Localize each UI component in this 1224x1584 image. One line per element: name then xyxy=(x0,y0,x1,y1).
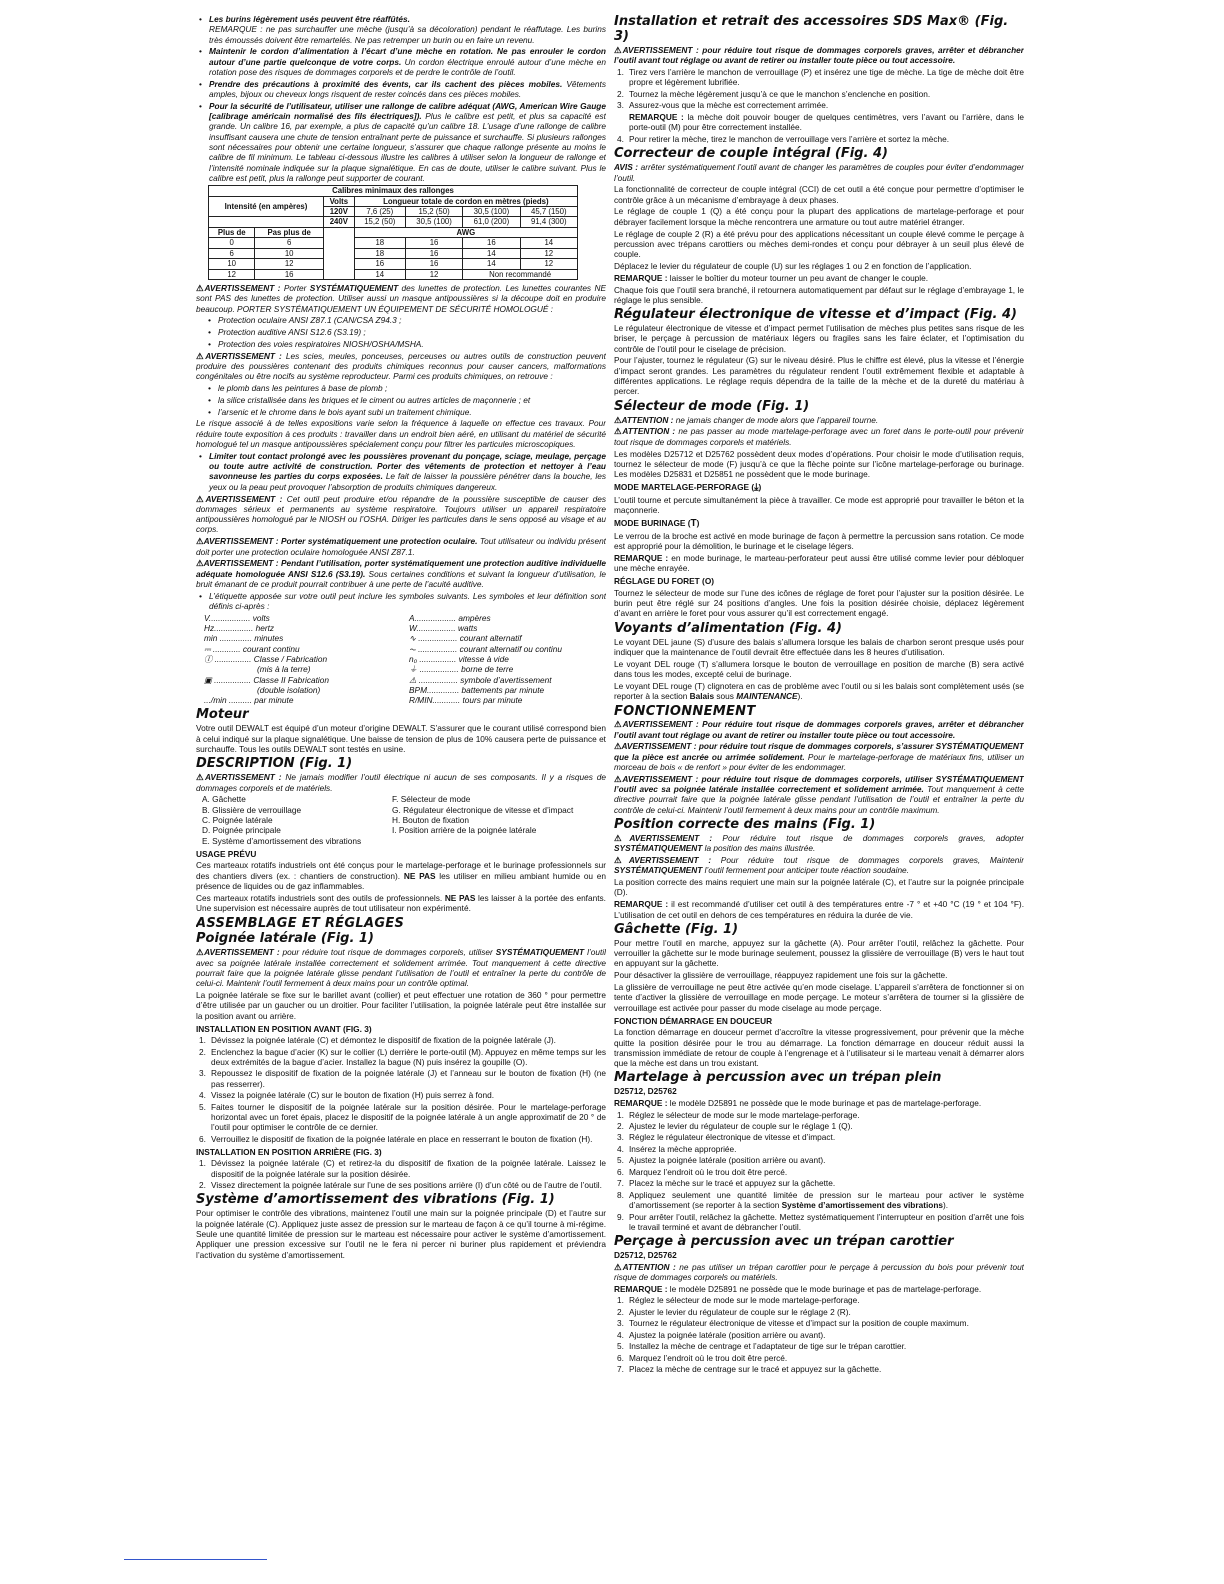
regulateur-text: Le régulateur électronique de vitesse et d’impact permet l’utilisation de mèches plus petites sans risque de les briser, le perçage à percussion de matériaux légers ou fragiles sans les faire éclater, et l’optimisation du contrôle de l’outil pour le ciselage de précision. xyxy=(614,323,1024,354)
warning-spread: ⚠AVERTISSEMENT : Cet outil peut produire et/ou répandre de la poussière susceptible de causer des dommages sérieux et permanents au système respiratoire. Toujours utiliser un appareil respiratoire antipoussières homologué par le NIOSH ou l’OSHA. Diriger les particules dans le sens opposé au visage et au corps. xyxy=(196,493,606,535)
table-title: Calibres minimaux des rallonges xyxy=(209,186,578,196)
gachette-text: Pour mettre l’outil en marche, appuyez sur la gâchette (A). Pour arrêter l’outil, relâchez la gâchette. Pour verrouiller la gâchette sur le mode burinage seulement, poussez la glissière de verrouillage (B) vers le haut tout en appuyant sur la gâchette. xyxy=(614,937,1024,969)
percage-note: REMARQUE : le modèle D25891 ne possède que le mode burinage et pas de martelage-perforage. xyxy=(614,1283,982,1294)
martelage-note: REMARQUE : le modèle D25891 ne possède que le mode burinage et pas de martelage-perforage. xyxy=(614,1097,982,1108)
install-front-title: INSTALLATION EN POSITION AVANT (FIG. 3) xyxy=(196,1023,372,1034)
note-text: REMARQUE : ne pas surchauffer une mèche (jusqu’à sa décoloration) pendant le réaffutage. Les burins très émoussés doivent être remartelés. Ne pas retremper un burin ou en faire un revenu. xyxy=(209,24,606,45)
warning-ear: ⚠AVERTISSEMENT : Pendant l’utilisation, porter systématiquement une protection auditive individuelle adéquate homologuée ANSI S12.6 (S3.19). Sous certaines conditions et suivant la longueur d’utilisation, le bruit émanant de ce produit pourrait contribuer à une perte de l’acuité auditive. xyxy=(196,558,606,589)
section-title-fonctionnement: FONCTIONNEMENT xyxy=(614,704,756,720)
section-title-sds: Installation et retrait des accessoires SDS Max® (Fig. 3) xyxy=(614,14,1009,44)
list-item: 2. Ajuster le levier du régulateur de couple sur le réglage 2 (R). xyxy=(617,1306,851,1317)
list-item: 1. Dévissez la poignée latérale (C) et démontez le dispositif de fixation de la poignée latérale (J). xyxy=(199,1035,556,1046)
table-row: 0 6 18 16 16 14 xyxy=(209,238,578,248)
list-item: 1. Réglez le sélecteur de mode sur le mode martelage-perforage. xyxy=(617,1109,860,1120)
caution-mode: ⚠ATTENTION : ne pas passer au mode martelage-perforage avec un foret dans le porte-outil pour prévenir tout risque de dommages corporels et matériels. xyxy=(614,426,1024,447)
usage-text-1: Ces marteaux rotatifs industriels ont été conçus pour le martelage-perforage et le burinage professionnels sur des chantiers divers (ex. : chantiers de construction). NE PAS les utiliser en milieu ambiant humide ou en présence de liquides ou de gaz inflammables. xyxy=(196,860,606,891)
mode-text: L’outil tourne et percute simultanément la pièce à travailler. Ce mode est approprié pour travailler le béton et la maçonnerie. xyxy=(614,494,1024,516)
list-item: • le plomb dans les peintures à base de plomb ; xyxy=(196,383,606,393)
list-item: 1. Dévissez la poignée latérale (C) et retirez-la du dispositif de fixation de la poignée latérale. Laissez le dispositif de la poignée latérale sur la position désirée. xyxy=(199,1158,606,1179)
ccc-text: Le réglage de couple 1 (Q) a été conçu pour la plupart des applications de martelage-perforage et pour débrayer facilement lorsque la mèche rencontrera une armature ou tout autre matériel étranger. xyxy=(614,206,1024,227)
list-item: 9. Pour arrêter l’outil, relâchez la gâchette. Mettez systématiquement l’interrupteur en position d’arrêt une fois le travail terminé et avant de débrancher l’outil. xyxy=(617,1211,1024,1232)
warning-icon: ⚠ xyxy=(196,282,205,293)
section-title-moteur: Moteur xyxy=(196,707,249,723)
warning-icon: ⚠ xyxy=(196,558,204,569)
list-item: 5. Installez la mèche de centrage et l’adaptateur de tige sur le trépan carottier. xyxy=(617,1341,907,1352)
ccc-note: REMARQUE : laisser le boîtier du moteur tourner un peu avant de changer le couple. xyxy=(614,272,929,283)
warning-icon: ⚠ xyxy=(614,45,623,55)
list-item: 4. Vissez la poignée latérale (C) sur le bouton de fixation (H) puis serrez à fond. xyxy=(199,1090,495,1101)
warning-icon: ⚠ xyxy=(196,947,205,958)
warning-icon: ⚠ xyxy=(614,1261,623,1272)
table-row: 6 10 18 16 14 12 xyxy=(209,248,578,258)
footer-rule xyxy=(124,1559,267,1560)
warning-icon: ⚠ xyxy=(196,772,206,783)
models-label: D25712, D25762 xyxy=(614,1086,677,1097)
voyants-text: Le voyant DEL jaune (S) d’usure des balais s’allumera lorsque les balais de charbon seront presque usés pour indiquer que la maintenance de l’outil devrait être effectuée dans les 8 heures d’utilisation. xyxy=(614,636,1024,657)
right-column xyxy=(614,14,1024,1574)
position-text: La position correcte des mains requiert une main sur la poignée latérale (C), et l’autre sur la poignée principale (D). xyxy=(614,877,1024,898)
selecteur-text: Les modèles D25712 et D25762 possèdent deux modes d’opérations. Pour choisir le mode d’utilisation requis, tournez le sélecteur de mode (F) jusqu’à ce que la flèche pointe sur l’icône martelage-perforage ou burinage. Les modèles D25831 et D25851 ne possèdent que le mode burinage. xyxy=(614,448,1024,480)
regulateur-text: Pour l’ajuster, tournez le régulateur (G) sur le niveau désiré. Plus le chiffre est élevé, plus la vitesse et l’énergie d’impact seront grandes. Les paramètres du régulateur rendent l’outil extrêmement flexible et adaptable à différentes applications. Le réglage requis dépendra de la taille de la mèche et de la dureté du matériau à percer. xyxy=(614,355,1024,397)
list-item: 3. Tournez le régulateur électronique de vitesse et d’impact sur la position de couple maximum. xyxy=(617,1318,969,1329)
section-title-voyants: Voyants d’alimentation (Fig. 4) xyxy=(614,620,842,636)
section-title-gachette: Gâchette (Fig. 1) xyxy=(614,921,739,937)
warning-icon: ⚠ xyxy=(614,414,622,425)
list-item: • l’arsenic et le chrome dans le bois ayant subi un traitement chimique. xyxy=(196,407,606,417)
section-title-vibrations: Système d’amortissement des vibrations (Fig. 1) xyxy=(196,1192,555,1208)
soft-start-text: La fonction démarrage en douceur permet d’accroître la vitesse progressivement, pour prévenir que la mèche quitte la position désirée pour le trou au démarrage. La fonction démarrage en douceur réduit aussi la transmission immédiate de retour de couple à l’engrenage et à l’utilisateur si le marteau venait à démarrer alors que la mèche est dans un trou existant. xyxy=(614,1027,1024,1069)
list-item: 4. Pour retirer la mèche, tirez le manchon de verrouillage vers l’arrière et sortez la mèche. xyxy=(617,133,950,144)
list-item: 2. Enclenchez la bague d’acier (K) sur le collier (L) derrière le porte-outil (M). Appuyez en même temps sur les deux extrémités de la bague d’acier. Installez la bague (N) puis insérez la goupille (O). xyxy=(199,1046,606,1067)
poignee-text: La poignée latérale se fixe sur le barillet avant (collier) et peut effectuer une rotation de 360 ° pour permettre d’être utilisée par un gaucher ou un droitier. Pour faciliter l’utilisation, la poignée latérale peut être installée sur la position avant ou arrière. xyxy=(196,989,606,1021)
list-item: 5. Ajustez la poignée latérale (position arrière ou avant). xyxy=(617,1155,826,1166)
warning-poignee: ⚠AVERTISSEMENT : pour réduire tout risque de dommages corporels, utiliser SYSTÉMATIQUEMENT l’outil avec sa poignée latérale installée correctement et solidement arrimée. Tout manquement à cette directive pourrait faire que la poignée latérale glisse pendant l’utilisation de l’outil et entraîner la perte du contrôle de celui-ci. Maintenir l’outil fermement à deux mains pour un contrôle optimal. xyxy=(196,947,606,989)
warning-eye: ⚠AVERTISSEMENT : Porter systématiquement une protection oculaire. Tout utilisateur ou individu présent doit porter une protection oculaire homologuée ANSI Z87.1. xyxy=(196,536,606,557)
list-item: 6. Marquez l’endroit où le trou doit être percé. xyxy=(617,1352,788,1363)
table-row: 10 12 16 16 14 12 xyxy=(209,259,578,269)
soft-start-title: FONCTION DÉMARRAGE EN DOUCEUR xyxy=(614,1015,773,1026)
warning-icon: ⚠ xyxy=(614,832,630,843)
section-title-regulateur: Régulateur électronique de vitesse et d’impact (Fig. 4) xyxy=(614,307,1017,323)
warning-fonc: ⚠AVERTISSEMENT : Pour réduire tout risque de dommages corporels graves, arrêter et débrancher l’outil avant tout réglage ou avant de retirer ou installer toute pièce ou tout accessoire. xyxy=(614,719,1024,740)
section-title-poignee: Poignée latérale (Fig. 1) xyxy=(196,931,374,947)
section-title-position: Position correcte des mains (Fig. 1) xyxy=(614,816,876,832)
gachette-text: La glissière de verrouillage ne peut être activée qu’en mode ciselage. L’appareil s’arrêtera de fonctionner si on tente d’activer la glissière de verrouillage en mode perçage. Le moteur s’arrêtera de tourner si la glissière de verrouillage est activée pour passer du mode ciselage au mode perçage. xyxy=(614,982,1024,1013)
extension-cord-table: Calibres minimaux des rallonges Intensité (en ampères) Volts Longueur totale de cordon en mètres (pieds) 120V 7,6 (25) 15,2 (50) 30,5 (100) 45,7 (150) 240V 15,2 (50) 30,5 (100) 61,0 (200) 91,4 (300) Plus de Pas plus de AWG 0 6 18 16 16 14 6 10 18 16 14 12 10 12 16 16 14 12 12 16 14 12 Non recommandé xyxy=(208,185,578,280)
warning-position: ⚠AVERTISSEMENT : Pour réduire tout risque de dommages corporels graves, adopter SYSTÉMATIQUEMENT la position des mains illustrée. xyxy=(614,832,1024,854)
list-item: 1. Réglez le sélecteur de mode sur le mode martelage-perforage. xyxy=(617,1295,860,1306)
voyants-text: Le voyant DEL rouge (T) clignotera en cas de problème avec l’outil ou si les balais sont complètement usés (se reporter à la section Balais sous MAINTENANCE). xyxy=(614,680,1024,701)
list-item: • Protection des voies respiratoires NIOSH/OSHA/MSHA. xyxy=(196,339,606,349)
section-title-assemblage: ASSEMBLAGE ET RÉGLAGES xyxy=(196,916,405,932)
warning-icon: ⚠ xyxy=(614,855,629,866)
hammer-drill-icon: ⤓ xyxy=(754,482,759,494)
mode-text: Le verrou de la broche est activé en mode burinage de façon à permettre la percussion sans rotation. Ce mode est approprié pour la démolition, le burinage et le ciselage légers. xyxy=(614,530,1024,551)
list-item: • Protection oculaire ANSI Z87.1 (CAN/CSA Z94.3 ; xyxy=(196,315,606,325)
voyants-text: Le voyant DEL rouge (T) s’allumera lorsque le bouton de verrouillage en position de marche (B) sera activé dans tous les modes, excepté celui de burinage. xyxy=(614,658,1024,679)
usage-title: USAGE PRÉVU xyxy=(196,848,257,859)
warning-icon: ⚠ xyxy=(196,493,206,504)
list-item: 6. Marquez l’endroit où le trou doit être percé. xyxy=(617,1166,788,1177)
bullet-cordon: • Maintenir le cordon d’alimentation à l’écart d’une mèche en rotation. Ne pas enrouler le cordon autour d’une partie quelconque de votre corps. Un cordon électrique enroulé autour d’une mèche en rotation pose des risques de dommages corporels et de perdre le contrôle de l’outil. xyxy=(196,46,606,77)
list-item: 4. Insérez la mèche appropriée. xyxy=(617,1143,737,1154)
usage-text-2: Ces marteaux rotatifs industriels sont des outils de professionnels. NE PAS les laisser à la portée des enfants. Une supervision est nécessaire auprès de tout utilisateur non expérimenté. xyxy=(196,892,606,913)
models-label: D25712, D25762 xyxy=(614,1250,677,1261)
bit-adjust-title: RÉGLAGE DU FORET (O) xyxy=(614,576,715,587)
ccc-text: La fonctionnalité de correcteur de couple intégral (CCI) de cet outil a été conçue pour permettre d’optimiser le contrôle grâce à un mécanisme d’embrayage à deux phases. xyxy=(614,184,1024,205)
section-title-ccc: Correcteur de couple intégral (Fig. 4) xyxy=(614,146,888,162)
warning-icon: ⚠ xyxy=(614,741,622,752)
list-item: 8. Appliquez seulement une quantité limitée de pression sur le marteau pour activer le système d’amortissement (se reporter à la section Système d’amortissement des vibrations). xyxy=(617,1189,1024,1211)
list-item: 2. Ajustez le levier du régulateur de couple sur le réglage 1 (Q). xyxy=(617,1120,853,1131)
list-item: 3. Réglez le régulateur électronique de vitesse et d’impact. xyxy=(617,1132,836,1143)
bullet-rallonge: • Pour la sécurité de l’utilisateur, utiliser une rallonge de calibre adéquat (AWG, American Wire Gauge [calibrage américain normalisé des fils électriques]). Plus le calibre est petit, et plus sa capacité est grande. Un calibre 16, par exemple, a plus de capacité qu’un calibre 18. L’usage d’une rallonge de calibre insuffisant causera une chute de tension entraînant perte de puissance et surchauffe. Si plusieurs rallonges sont nécessaires pour obtenir une certaine longueur, s’assurer que chaque rallonge présente au moins le calibre de fil minimum. Le tableau ci-dessous illustre les calibres à utiliser selon la longueur de rallonge et l’intensité nominale indiquée sur la plaque signalétique. En cas de doute, utiliser le calibre suivant. Plus le calibre est petit, plus la rallonge peut supporter de courant. xyxy=(196,101,606,183)
section-title-description: DESCRIPTION (Fig. 1) xyxy=(196,756,353,772)
bullet-burins: • Les burins légèrement usés peuvent être réaffûtés. REMARQUE : ne pas surchauffer une mèche (jusqu’à sa décoloration) pendant le réaffutage. Les burins très émoussés doivent être remartelés. Ne pas retremper un burin ou en faire un revenu. xyxy=(196,14,606,45)
warning-glasses: ⚠AVERTISSEMENT : Porter SYSTÉMATIQUEMENT des lunettes de protection. Les lunettes courantes NE sont PAS des lunettes de protection. Utiliser aussi un masque antipoussières si la découpe doit en produire beaucoup. PORTER SYSTÉMATIQUEMENT UN ÉQUIPEMENT DE SÉCURITÉ HOMOLOGUÉ : xyxy=(196,282,606,314)
caution-percage: ⚠ATTENTION : ne pas utiliser un trépan carottier pour le perçage à percussion du bois pour prévenir tout risque de dommages corporels ou matériels. xyxy=(614,1261,1024,1282)
warning-fonc: ⚠AVERTISSEMENT : pour réduire tout risque de dommages corporels, utiliser SYSTÉMATIQUEMENT l’outil avec sa poignée latérale installée correctement et solidement arrimée. Tout manquement à cette directive pourrait faire que la poignée latérale glisse pendant l’utilisation de l’outil et entraîner la perte du contrôle de celui-ci. Maintenir l’outil fermement à deux mains pour un contrôle maximum. xyxy=(614,773,1024,815)
list-item: 7. Placez la mèche sur le tracé et appuyez sur la gâchette. xyxy=(617,1178,836,1189)
mode-chisel-title: MODE BURINAGE (T) xyxy=(614,518,700,530)
list-item: 5. Faites tourner le dispositif de la poignée latérale sur la position désirée. Pour le martelage-perforage horizontal avec un foret épais, placez le dispositif de la poignée latérale à un angle approximatif de 20 ° de l’outil pour optimiser le contrôle de ce dernier. xyxy=(199,1101,606,1133)
risk-text: Le risque associé à de telles expositions varie selon la fréquence à laquelle on effectue ces travaux. Pour réduire toute exposition à ces produits : travailler dans un endroit bien aéré, en utilisant du matériel de sécurité homologué tel un masque antipoussières spécialement conçu pour filtrer les particules microscopiques. xyxy=(196,418,606,450)
sds-note: REMARQUE : la mèche doit pouvoir bouger de quelques centimètres, vers l’avant ou l’arrière, dans le porte-outil (M) pour être correctement installée. xyxy=(629,111,1024,133)
bullet-events: • Prendre des précautions à proximité des évents, car ils cachent des pièces mobiles. Vêtements amples, bijoux ou cheveux longs risquent de rester coincés dans ces pièces mobiles. xyxy=(196,79,606,100)
warning-icon: ⚠ xyxy=(196,536,204,547)
parts-list: A. Gâchette F. Sélecteur de mode B. Glissière de verrouillage G. Régulateur électronique de vitesse et d’impact C. Poignée latérale H. Bouton de fixation D. Poignée principale I. Position arrière de la poignée latérale E. Système d’amortissement des vibrations xyxy=(202,794,574,846)
mode-hammer-drill-title: MODE MARTELAGE-PERFORAGE (⤓) xyxy=(614,482,762,494)
list-item: • la silice cristallisée dans les briques et le ciment ou autres articles de maçonnerie ; et xyxy=(196,395,606,405)
warning-dust: ⚠AVERTISSEMENT : Les scies, meules, ponceuses, perceuses ou autres outils de construction peuvent produire des poussières contenant des produits chimiques reconnus pour causer cancers, malformations congénitales ou être nocifs au système reproducteur. Parmi ces produits chimiques, on retrouve : xyxy=(196,350,606,382)
list-item: 6. Verrouillez le dispositif de fixation de la poignée latérale en place en resserrant le bouton de fixation (H). xyxy=(199,1133,593,1144)
vibrations-text: Pour optimiser le contrôle des vibrations, maintenez l’outil une main sur la poignée principale (D) et l’autre sur la poignée latérale (C). Appliquez juste assez de pression sur le marteau de façon à ce qu’il tourne à mi-régime. Seule une quantité limitée de pression sur le marteau est nécessaire pour activer le système d’amortissement. Appliquer une pression excessive sur l’outil ne le fera ni percer ni buriner plus rapidement et préviendra l’activation du système d’amortissement. xyxy=(196,1208,606,1260)
section-title-percage: Perçage à percussion avec un trépan carottier xyxy=(614,1234,954,1250)
ccc-text: Chaque fois que l’outil sera branché, il retournera automatiquement par défaut sur le réglage d’embrayage 1, le réglage le plus sensible. xyxy=(614,284,1024,305)
list-item: 1. Tirez vers l’arrière le manchon de verrouillage (P) et insérez une tige de mèche. La tige de mèche doit être propre et légèrement lubrifiée. xyxy=(617,67,1024,88)
mode-text: Tournez le sélecteur de mode sur l’une des icônes de réglage de foret pour l’ajuster sur la position désirée. Le burin peut être réglé sur 24 positions d’angles. Une fois la position désirée choisie, déplacez légèrement d’avant en arrière le foret pour vous assurer qu’il est correctement engagé. xyxy=(614,587,1024,619)
chisel-icon: T xyxy=(690,518,697,530)
moteur-text: Votre outil DEWALT est équipé d’un moteur d’origine DEWALT. S’assurer que le courant utilisé correspond bien à celui indiqué sur la plaque signalétique. Une baisse de tension de plus de 10% causera perte de puissance et surchauffe. Tous les outils DEWALT sont testés en usine. xyxy=(196,723,606,755)
list-item: 7. Placez la mèche de centrage sur le tracé et appuyez sur la gâchette. xyxy=(617,1364,882,1375)
notice-ccc: AVIS : arrêter systématiquement l’outil avant de changer les paramètres de couples pour éviter d’endommager l’outil. xyxy=(614,162,1024,183)
warning-icon: ⚠ xyxy=(614,719,623,730)
list-item: • Protection auditive ANSI S12.6 (S3.19) ; xyxy=(196,327,606,337)
warning-icon: ⚠ xyxy=(614,426,623,437)
warning-fonc: ⚠AVERTISSEMENT : pour réduire tout risque de dommages corporels, s’assurer SYSTÉMATIQUEMENT que la pièce est ancrée ou arrimée solidement. Pour le martelage-perforage de matériaux fins, utiliser un morceau de bois « de renfort » pour éviter de les endommager. xyxy=(614,741,1024,772)
list-item: 3. Repoussez le dispositif de fixation de la poignée latérale (J) et l’anneau sur le bouton de fixation (H) (ne pas resserrer). xyxy=(199,1068,606,1089)
warning-icon: ⚠ xyxy=(196,350,206,361)
ccc-text: Déplacez le levier du régulateur de couple (U) sur les réglages 1 ou 2 en fonction de l’application. xyxy=(614,260,972,271)
warning-icon: ⚠ xyxy=(614,773,623,784)
warning-sds: ⚠AVERTISSEMENT : pour réduire tout risque de dommages corporels graves, arrêter et débrancher l’outil avant tout réglage ou avant de retirer ou installer toute pièce ou tout accessoire. xyxy=(614,45,1024,66)
symbol-list: V.................. volts A.................. ampères Hz................. hertz W................. watts min .............. minutes ∿ ................. courant alternatif ⎓ ............ courant continu ⏦ ................. courant alternatif ou continu Ⓘ ................ Classe / Fabrication n₀ ................ vitesse à vide (mis à la terre) ⏚ ................. borne de terre ▣ ................ Classe II Fabrication ⚠ ................. symbole d’avertissement (double isolation) BPM.............. battements par minute .../min .......... par minute R/MIN............ tours par minute xyxy=(204,612,562,706)
bullet-label: • L’étiquette apposée sur votre outil peut inclure les symboles suivants. Les symboles et leur définition sont définis ci-après : xyxy=(196,591,606,612)
install-rear-title: INSTALLATION EN POSITION ARRIÈRE (FIG. 3) xyxy=(196,1147,382,1158)
mode-note: REMARQUE : en mode burinage, le marteau-perforateur peut aussi être utilisé comme levier pour débloquer une mèche enrayée. xyxy=(614,552,1024,574)
bullet-limit: • Limiter tout contact prolongé avec les poussières provenant du ponçage, sciage, meulage, perçage ou toute autre activité de construction. Porter des vêtements de protection et nettoyer à l’eau savonneuse les parties du corps exposées. Le fait de laisser la poussière pénétrer dans la bouche, les yeux ou la peau peut provoquer l’absorption de produits chimiques dangereux. xyxy=(196,451,606,492)
warning-position: ⚠AVERTISSEMENT : Pour réduire tout risque de dommages corporels graves, Maintenir SYSTÉMATIQUEMENT l’outil fermement pour anticiper toute réaction soudaine. xyxy=(614,855,1024,876)
list-item: 4. Ajustez la poignée latérale (position arrière ou avant). xyxy=(617,1329,826,1340)
caution-mode: ⚠ATTENTION : ne jamais changer de mode alors que l’appareil tourne. xyxy=(614,414,879,425)
list-item: 3. Assurez-vous que la mèche est correctement arrimée. xyxy=(617,100,829,111)
list-item: 2. Tournez la mèche légèrement jusqu’à ce que le manchon s’enclenche en position. xyxy=(617,88,931,99)
left-column xyxy=(196,14,606,1574)
section-title-martelage: Martelage à percussion avec un trépan plein xyxy=(614,1070,942,1086)
position-note: REMARQUE : il est recommandé d’utiliser cet outil à des températures entre -7 ° et +40 °C (19 ° et 104 °F). L’utilisation de cet outil en dehors de ces températures en réduira la durée de vie. xyxy=(614,899,1024,920)
section-title-selecteur: Sélecteur de mode (Fig. 1) xyxy=(614,398,810,414)
warning-description: ⚠AVERTISSEMENT : Ne jamais modifier l’outil électrique ni aucun de ses composants. Il y a risques de dommages corporels et de matériels. xyxy=(196,772,606,793)
table-row: 12 16 14 12 Non recommandé xyxy=(209,269,578,279)
ccc-text: Le réglage de couple 2 (R) a été prévu pour des applications nécessitant un couple élevé comme le perçage à percussion avec trépans carottiers ou mèches demi-rondes et conçu pour débrayer à un seuil plus élevé de couple. xyxy=(614,228,1024,260)
list-item: 2. Vissez directement la poignée latérale sur l’une de ses positions arrière (I) d’un côté ou de l’autre de l’outil. xyxy=(199,1180,602,1191)
rotation-icon: O xyxy=(704,576,712,587)
gachette-text: Pour désactiver la glissière de verrouillage, réappuyez rapidement une fois sur la gâchette. xyxy=(614,970,948,981)
